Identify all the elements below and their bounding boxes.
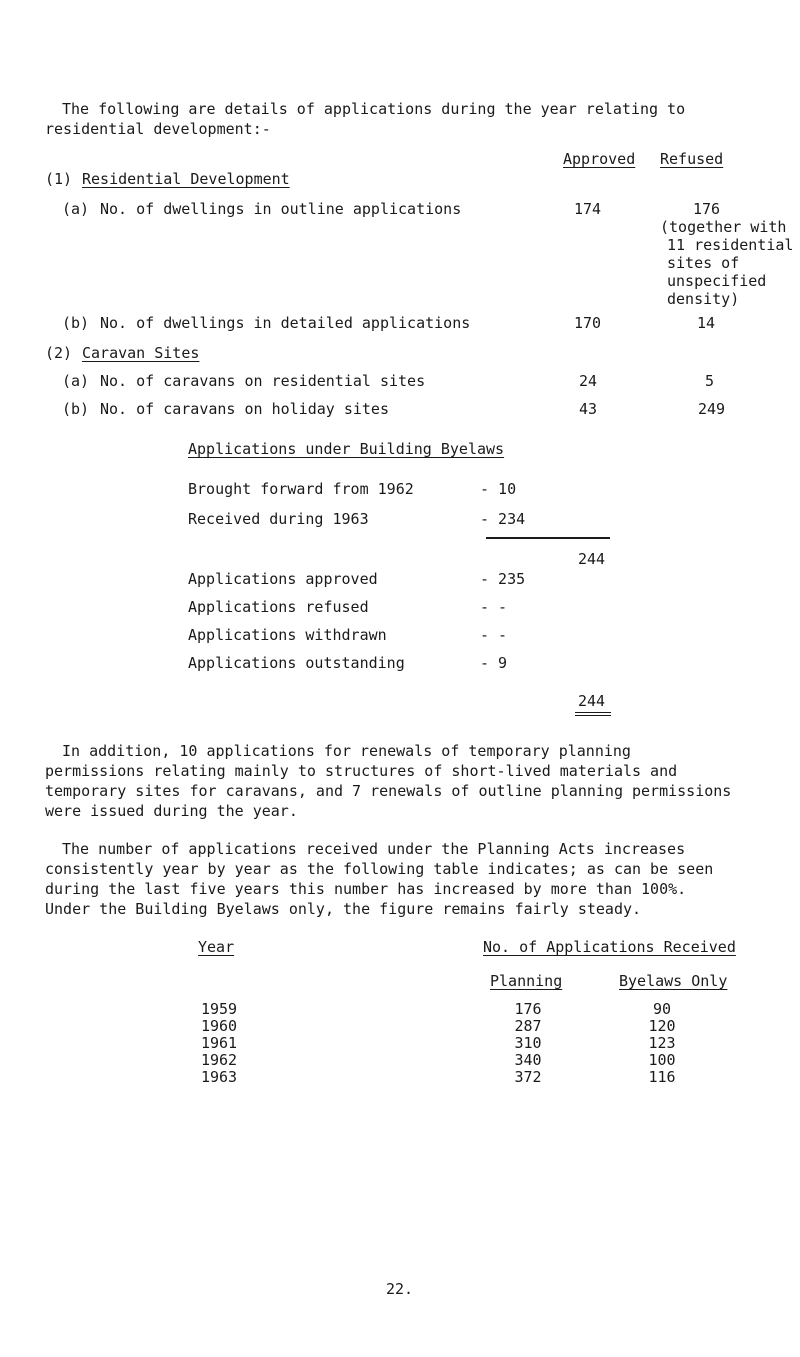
row-2a-approved: 24 xyxy=(579,372,598,390)
row-2b-label: (b) xyxy=(62,400,90,418)
table-row-year: 1963 xyxy=(200,1068,238,1086)
table-row-planning: 310 xyxy=(514,1034,542,1052)
row-1a-note-2: 11 residential xyxy=(667,236,794,254)
byelaws-received-value: - 234 xyxy=(480,510,526,528)
byelaws-brought-forward-label: Brought forward from 1962 xyxy=(188,480,414,498)
table-row-byelaws: 90 xyxy=(652,1000,672,1018)
table-row-year: 1960 xyxy=(200,1017,238,1035)
row-2a-refused: 5 xyxy=(705,372,715,390)
row-1b-refused: 14 xyxy=(697,314,716,332)
row-2b-refused: 249 xyxy=(698,400,726,418)
intro-line-2: residential development:- xyxy=(45,120,271,138)
row-2a-text: No. of caravans on residential sites xyxy=(100,372,426,390)
byelaws-received-label: Received during 1963 xyxy=(188,510,369,528)
section-1-number: (1) xyxy=(45,170,73,188)
byelaws-approved-label: Applications approved xyxy=(188,570,378,588)
byelaws-outstanding-label: Applications outstanding xyxy=(188,654,405,672)
table-row-planning: 340 xyxy=(514,1051,542,1069)
byelaws-refused-label: Applications refused xyxy=(188,598,369,616)
table-row-year: 1959 xyxy=(200,1000,238,1018)
byelaws-refused-value: - - xyxy=(480,598,508,616)
row-2a-label: (a) xyxy=(62,372,90,390)
table-row-byelaws: 123 xyxy=(648,1034,676,1052)
table-row-planning: 176 xyxy=(514,1000,542,1018)
paragraph-1-line-1: In addition, 10 applications for renewals of temporary planning xyxy=(62,742,631,760)
byelaws-withdrawn-value: - - xyxy=(480,626,508,644)
paragraph-2-line-2: consistently year by year as the following table indicates; as can be seen xyxy=(45,860,714,878)
row-1a-refused: 176 xyxy=(693,200,721,218)
table-header-year: Year xyxy=(198,938,235,956)
row-1b-text: No. of dwellings in detailed applications xyxy=(100,314,471,332)
row-1a-text: No. of dwellings in outline applications xyxy=(100,200,462,218)
intro-line-1: The following are details of applications during the year relating to xyxy=(62,100,686,118)
section-2-number: (2) xyxy=(45,344,73,362)
row-1a-note-1: (together with xyxy=(660,218,787,236)
table-header-byelaws: Byelaws Only xyxy=(619,972,728,990)
total-double-rule-top xyxy=(575,712,611,713)
row-1a-label: (a) xyxy=(62,200,90,218)
table-row-year: 1961 xyxy=(200,1034,238,1052)
page-number: 22. xyxy=(386,1280,414,1298)
row-2b-approved: 43 xyxy=(579,400,598,418)
table-header-planning: Planning xyxy=(490,972,563,990)
table-row-planning: 372 xyxy=(514,1068,542,1086)
byelaws-total: 244 xyxy=(578,692,606,710)
total-double-rule-bottom xyxy=(575,715,611,716)
row-2b-text: No. of caravans on holiday sites xyxy=(100,400,389,418)
byelaws-brought-forward-value: - 10 xyxy=(480,480,517,498)
section-2-title: Caravan Sites xyxy=(82,344,200,362)
byelaws-subtotal: 244 xyxy=(578,550,606,568)
row-1a-note-4: unspecified xyxy=(667,272,767,290)
subtotal-rule xyxy=(486,537,610,539)
table-row-year: 1962 xyxy=(200,1051,238,1069)
byelaws-withdrawn-label: Applications withdrawn xyxy=(188,626,387,644)
byelaws-approved-value: - 235 xyxy=(480,570,526,588)
row-1a-approved: 174 xyxy=(574,200,602,218)
table-row-byelaws: 100 xyxy=(648,1051,676,1069)
paragraph-1-line-4: were issued during the year. xyxy=(45,802,298,820)
row-1b-approved: 170 xyxy=(574,314,602,332)
row-1a-note-3: sites of xyxy=(667,254,740,272)
byelaws-outstanding-value: - 9 xyxy=(480,654,508,672)
table-header-group: No. of Applications Received xyxy=(483,938,736,956)
column-header-refused: Refused xyxy=(660,150,724,168)
column-header-approved: Approved xyxy=(563,150,636,168)
paragraph-2-line-1: The number of applications received under the Planning Acts increases xyxy=(62,840,686,858)
table-row-byelaws: 116 xyxy=(648,1068,676,1086)
paragraph-2-line-3: during the last five years this number has increased by more than 100%. xyxy=(45,880,687,898)
row-1b-label: (b) xyxy=(62,314,90,332)
row-1a-note-5: density) xyxy=(667,290,740,308)
byelaws-heading: Applications under Building Byelaws xyxy=(188,440,505,458)
section-1-title: Residential Development xyxy=(82,170,290,188)
table-row-byelaws: 120 xyxy=(648,1017,676,1035)
paragraph-1-line-3: temporary sites for caravans, and 7 renewals of outline planning permissions xyxy=(45,782,732,800)
table-row-planning: 287 xyxy=(514,1017,542,1035)
paragraph-2-line-4: Under the Building Byelaws only, the figure remains fairly steady. xyxy=(45,900,642,918)
paragraph-1-line-2: permissions relating mainly to structures of short-lived materials and xyxy=(45,762,678,780)
